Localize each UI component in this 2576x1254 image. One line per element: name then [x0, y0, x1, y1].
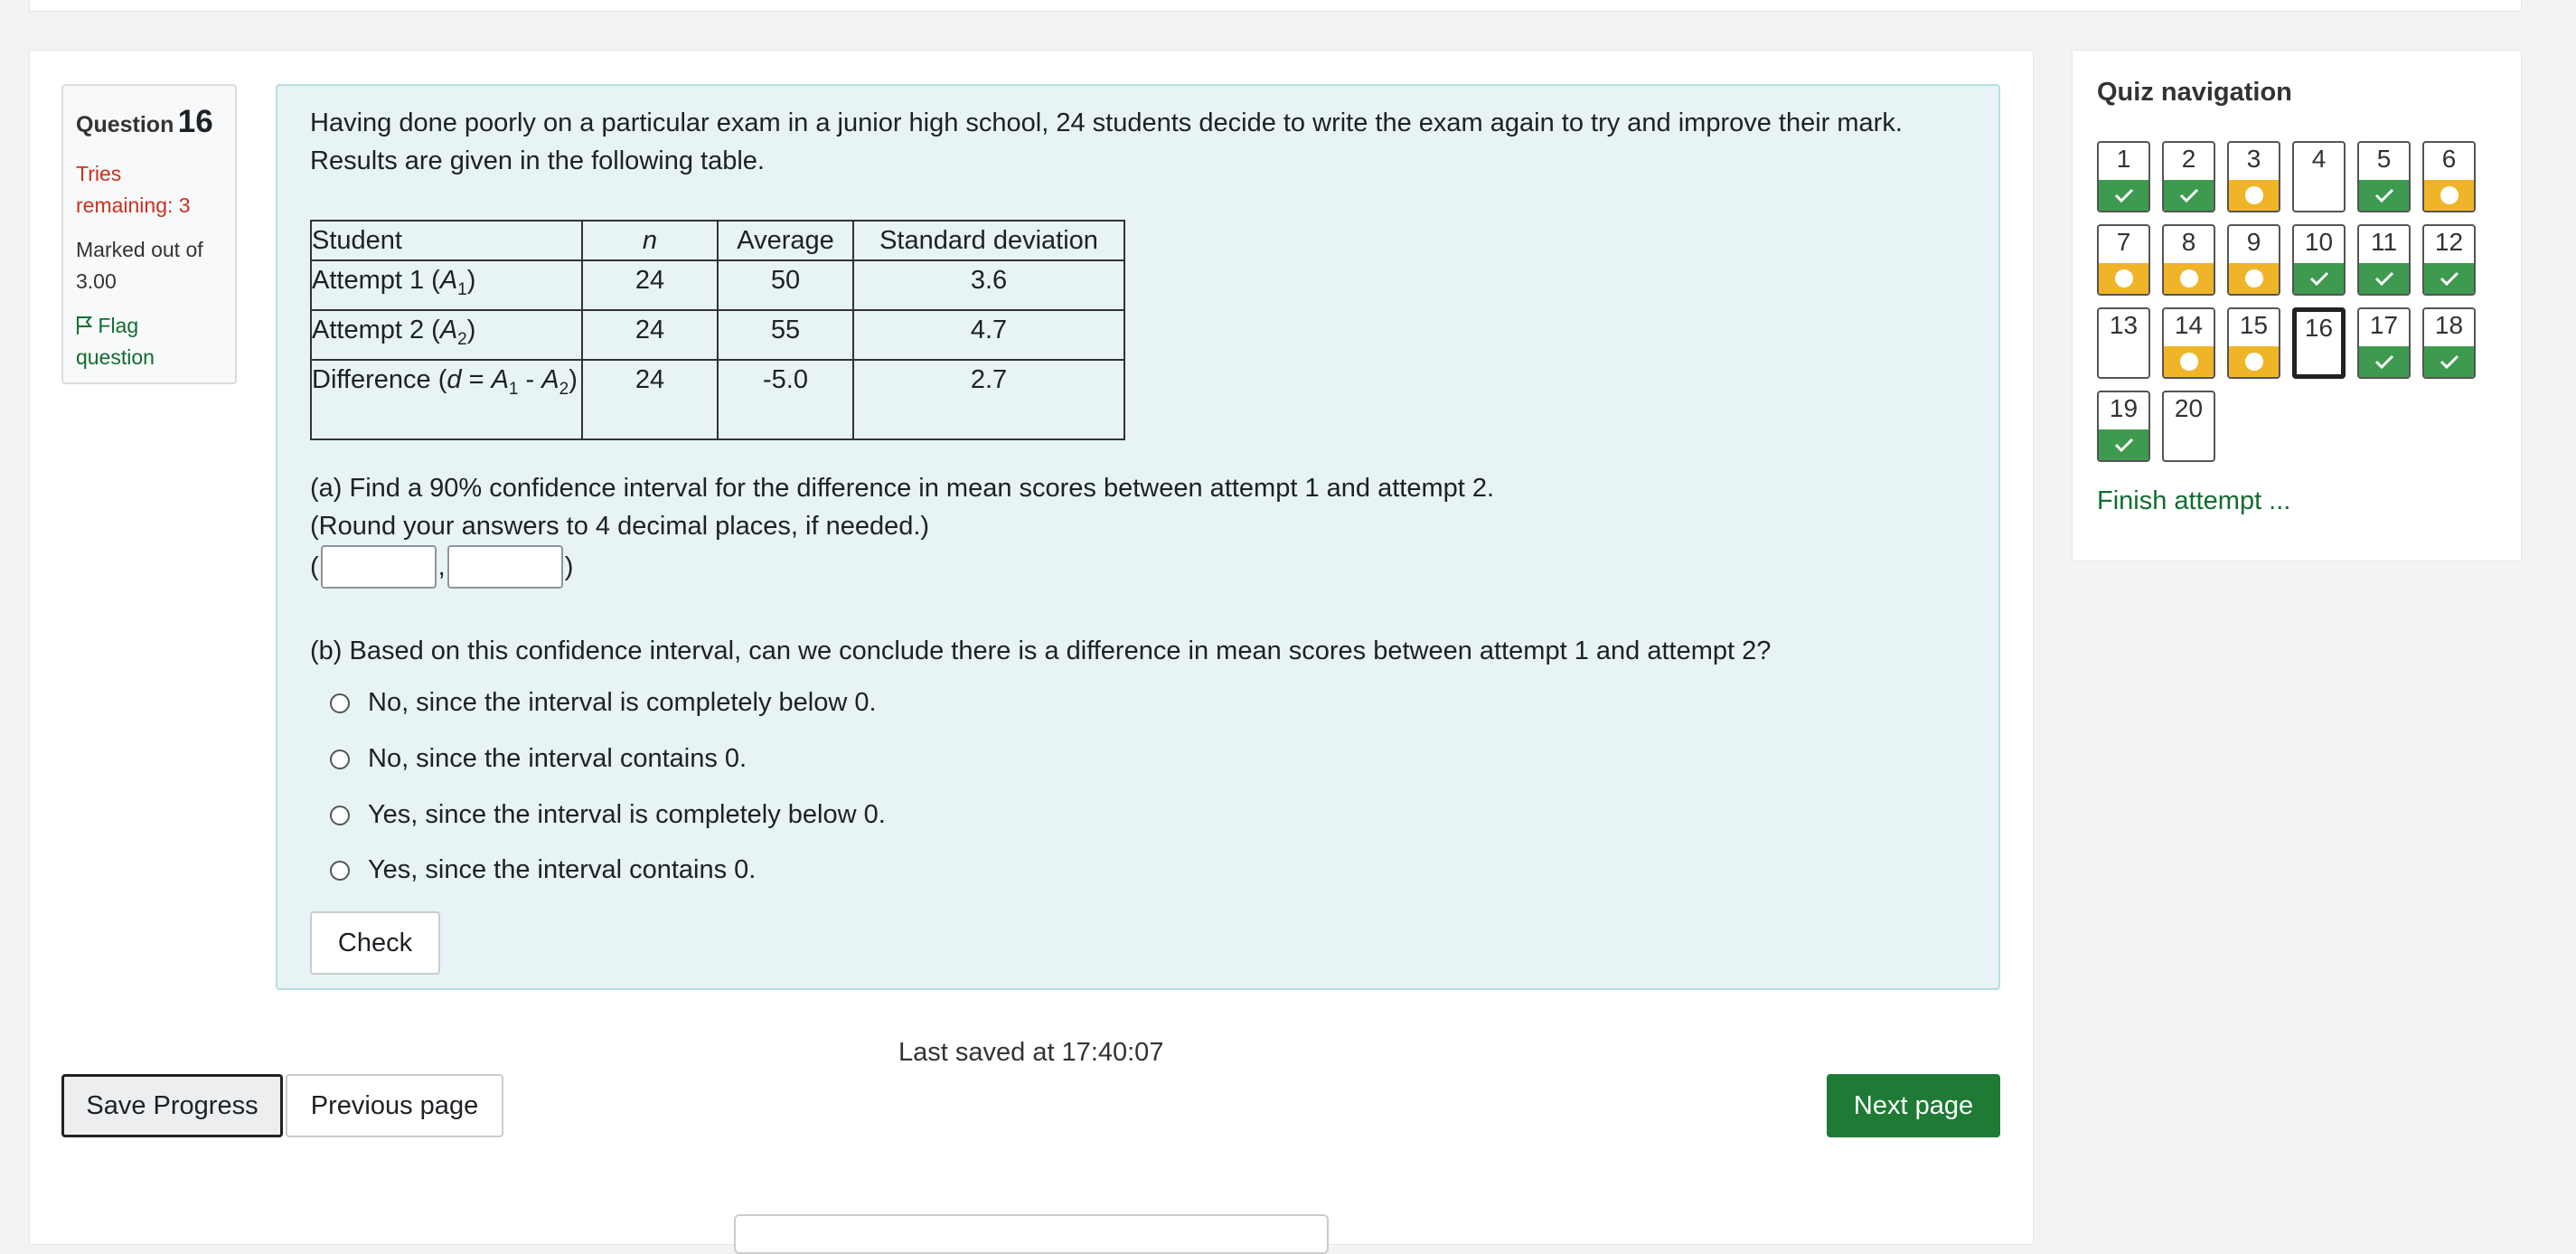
question-tile-2[interactable]	[2162, 141, 2215, 212]
table-cell: 3.6	[853, 260, 1124, 310]
answered-dot-icon	[2245, 186, 2263, 204]
tries-remaining: Tries remaining: 3	[76, 162, 191, 217]
question-tile-3[interactable]	[2227, 141, 2280, 212]
question-content	[276, 84, 2000, 990]
question-tile-10[interactable]	[2292, 224, 2346, 296]
question-tile-19[interactable]	[2097, 391, 2150, 462]
question-tile-8[interactable]	[2162, 224, 2215, 296]
question-tile-status	[2099, 346, 2148, 377]
question-tile-9[interactable]	[2227, 224, 2280, 296]
table-cell: -5.0	[718, 360, 853, 439]
table-row	[311, 360, 1124, 439]
table-header: Standard deviation	[853, 221, 1124, 260]
check-icon	[2309, 270, 2329, 287]
question-tile-number: 5	[2376, 145, 2392, 173]
radio-button[interactable]	[330, 750, 350, 769]
question-tile-number: 11	[2370, 228, 2398, 256]
question-heading	[76, 104, 222, 140]
table-cell-label: Attempt 1 $(A_1)$	[311, 260, 582, 310]
question-tile-15[interactable]	[2227, 307, 2280, 379]
question-tile-status	[2229, 346, 2279, 377]
answered-dot-icon	[2245, 269, 2263, 288]
table-header: Student	[311, 221, 582, 260]
question-tile-status	[2229, 180, 2279, 211]
question-tile-status	[2099, 263, 2148, 294]
radio-option[interactable]	[330, 744, 747, 774]
marked-out-of: Marked out of 3.00	[76, 238, 203, 293]
question-tile-status	[2359, 346, 2409, 377]
question-tile-status	[2297, 344, 2341, 374]
part-a-text: (a) Find a 90% confidence interval for the difference in mean scores between attempt 1 and attempt 2.	[310, 474, 1495, 503]
table-cell: 55	[718, 310, 853, 360]
question-number: 16	[177, 104, 213, 139]
flag-question-label: Flag question	[76, 314, 155, 369]
table-header: Average	[718, 221, 853, 260]
table-row	[311, 310, 1124, 360]
question-tile-number: 13	[2109, 311, 2139, 339]
previous-page-button[interactable]: Previous page	[286, 1074, 503, 1137]
question-tile-number: 7	[2116, 228, 2131, 256]
check-icon	[2179, 187, 2199, 203]
answered-dot-icon	[2115, 269, 2133, 288]
part-b-prompt: (b) Based on this confidence interval, can we conclude there is a difference in mean scores between attempt 1 and attempt 2?	[310, 636, 1772, 665]
question-tile-4[interactable]	[2292, 141, 2346, 212]
question-tile-13[interactable]	[2097, 307, 2150, 379]
question-tile-number: 17	[2369, 311, 2399, 339]
table-cell: 24	[582, 310, 718, 360]
finish-attempt-link[interactable]: Finish attempt ...	[2097, 486, 2291, 515]
results-table	[310, 220, 1125, 440]
question-tile-number: 18	[2434, 311, 2464, 339]
table-cell: 2.7	[853, 360, 1124, 439]
question-tile-status	[2229, 263, 2279, 294]
radio-option[interactable]	[330, 688, 877, 718]
answered-dot-icon	[2180, 269, 2198, 288]
table-cell-label: Difference $(d = A_1 - A_2)$	[311, 360, 582, 439]
check-icon	[2374, 354, 2394, 370]
question-tile-number: 19	[2109, 394, 2139, 422]
question-tile-5[interactable]	[2357, 141, 2411, 212]
quiz-navigation-panel	[2072, 50, 2522, 561]
question-tile-status	[2294, 180, 2344, 211]
check-icon	[2114, 187, 2134, 203]
table-row	[311, 260, 1124, 310]
interval-answer	[310, 545, 573, 589]
flag-icon	[76, 313, 92, 333]
question-tile-number: 15	[2239, 311, 2269, 339]
radio-button[interactable]	[330, 806, 350, 825]
question-tile-16[interactable]	[2292, 307, 2346, 379]
radio-button[interactable]	[330, 693, 350, 713]
question-tile-17[interactable]	[2357, 307, 2411, 379]
question-tile-number: 4	[2311, 145, 2327, 173]
question-tile-14[interactable]	[2162, 307, 2215, 379]
question-tile-7[interactable]	[2097, 224, 2150, 296]
quiz-navigation-title: Quiz navigation	[2097, 78, 2292, 107]
interval-close-paren: )	[564, 552, 574, 581]
table-cell: 24	[582, 260, 718, 310]
radio-option-label: No, since the interval contains 0.	[368, 744, 747, 773]
interval-open-paren: (	[310, 552, 319, 581]
save-progress-button[interactable]: Save Progress	[61, 1074, 283, 1137]
question-tile-number: 12	[2434, 228, 2464, 256]
question-tile-number: 1	[2116, 145, 2131, 173]
question-tile-status	[2359, 180, 2409, 211]
part-a-note: (Round your answers to 4 decimal places, if needed.)	[310, 512, 930, 541]
check-icon	[2440, 354, 2459, 370]
table-cell: 24	[582, 360, 718, 439]
check-icon	[2374, 187, 2394, 203]
radio-option-label: Yes, since the interval is completely below 0.	[368, 800, 886, 829]
question-tile-12[interactable]	[2422, 224, 2476, 296]
table-cell: 50	[718, 260, 853, 310]
question-tile-status	[2424, 346, 2474, 377]
radio-option[interactable]	[330, 800, 886, 830]
question-tile-status	[2164, 263, 2214, 294]
question-tile-status	[2359, 263, 2409, 294]
last-saved-status: Last saved at 17:40:07	[898, 1038, 1164, 1067]
next-page-button[interactable]: Next page	[1827, 1074, 2000, 1137]
question-tile-status	[2164, 429, 2214, 460]
question-tile-number: 3	[2246, 145, 2261, 173]
radio-option-label: No, since the interval is completely below 0.	[368, 688, 877, 717]
question-tile-status	[2099, 180, 2148, 211]
question-text: Having done poorly on a particular exam in a junior high school, 24 students decide to write the exam again to try and improve their mark. Results are given in the following table.	[310, 108, 1903, 175]
radio-option[interactable]	[330, 855, 756, 885]
answered-dot-icon	[2440, 186, 2458, 204]
question-info	[61, 84, 237, 384]
question-tile-status	[2424, 263, 2474, 294]
top-panel-edge	[29, 0, 2522, 12]
check-icon	[2114, 437, 2134, 453]
table-cell-label: Attempt 2 $(A_2)$	[311, 310, 582, 360]
question-tile-status	[2099, 429, 2148, 460]
question-tile-number: 10	[2304, 228, 2334, 256]
question-tile-number: 20	[2174, 394, 2204, 422]
radio-option-label: Yes, since the interval contains 0.	[368, 855, 757, 884]
question-tile-number: 9	[2246, 228, 2261, 256]
question-tile-status	[2294, 263, 2344, 294]
question-tile-11[interactable]	[2357, 224, 2411, 296]
answered-dot-icon	[2180, 353, 2198, 371]
table-header-row	[311, 221, 1124, 260]
question-tile-1[interactable]	[2097, 141, 2150, 212]
question-label: Question	[76, 112, 174, 137]
question-tile-number: 8	[2181, 228, 2196, 256]
interval-separator: ,	[437, 552, 446, 581]
interval-upper-input[interactable]	[447, 545, 563, 589]
question-tile-18[interactable]	[2422, 307, 2476, 379]
question-tile-number: 16	[2304, 314, 2334, 342]
question-tile-status	[2164, 346, 2214, 377]
part-a-prompt	[310, 469, 1494, 545]
question-tile-20[interactable]	[2162, 391, 2215, 462]
check-icon	[2374, 270, 2394, 287]
question-tile-number: 6	[2441, 145, 2457, 173]
question-tile-number: 14	[2174, 311, 2204, 339]
question-tile-number: 2	[2181, 145, 2196, 173]
question-tile-status	[2164, 180, 2214, 211]
table-header: n	[582, 221, 718, 260]
question-tile-status	[2424, 180, 2474, 211]
bottom-panel-edge	[734, 1214, 1329, 1254]
interval-lower-input[interactable]	[321, 545, 437, 589]
question-tile-6[interactable]	[2422, 141, 2476, 212]
check-button[interactable]: Check	[310, 911, 440, 975]
radio-button[interactable]	[330, 861, 350, 881]
flag-question-link[interactable]	[76, 310, 222, 373]
check-icon	[2440, 270, 2459, 287]
answered-dot-icon	[2245, 353, 2263, 371]
table-cell: 4.7	[853, 310, 1124, 360]
